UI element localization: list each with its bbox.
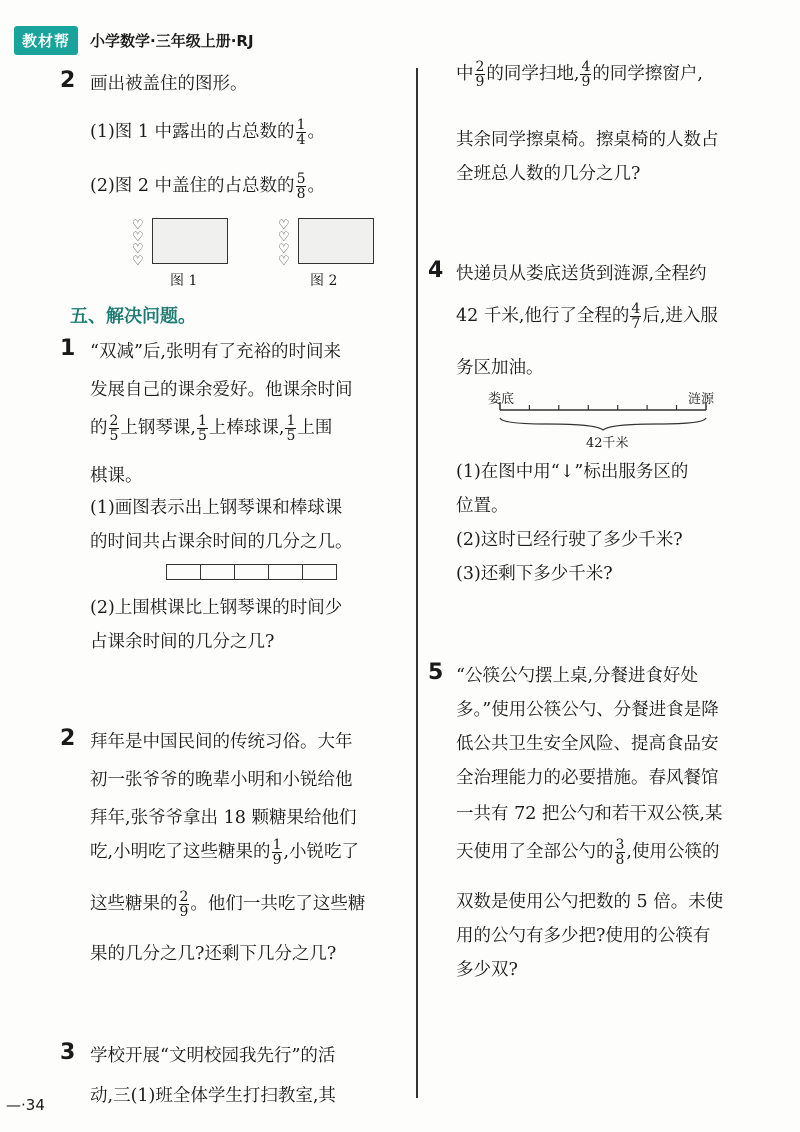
end-label: 涟源 <box>688 392 715 407</box>
brand-logo: 教材帮 <box>14 26 78 55</box>
question-number: 1 <box>60 336 76 361</box>
route-diagram <box>488 388 728 452</box>
question-number: 2 <box>60 726 76 751</box>
question-text: 初一张爷爷的晚辈小明和小锐给他 <box>90 770 353 790</box>
figure-label: 图 1 <box>170 273 198 289</box>
question-text: 吃,小明吃了这些糖果的 $\frac{1}{9}$ ,小锐吃了 <box>90 837 360 868</box>
question-text: 画出被盖住的图形。 <box>90 74 248 94</box>
question-text: 多少双? <box>456 960 518 980</box>
sub-question: (1)画图表示出上钢琴课和棒球课 <box>90 498 343 518</box>
book-title: 小学数学·三年级上册·RJ <box>90 32 254 50</box>
fraction: $\frac{1}{4}$ <box>296 117 306 148</box>
fraction: $\frac{5}{8}$ <box>296 171 306 202</box>
segment-bar <box>166 564 337 580</box>
question-text: 的 $\frac{2}{5}$ 上钢琴课, $\frac{1}{5}$ 上棒球课, $\frac{1}{5}$ 上围 <box>90 413 333 444</box>
sub-question: (1)在图中用“↓”标出服务区的 <box>456 462 689 482</box>
heart-icons: ♡ ♡ ♡ ♡ <box>132 218 144 269</box>
question-text: 这些糖果的 $\frac{2}{9}$ 。他们一共吃了这些糖 <box>90 889 366 920</box>
sub-question: (2)图 2 中盖住的占总数的 $\frac{5}{8}$ 。 <box>90 171 325 202</box>
heart-icons: ♡ ♡ ♡ ♡ <box>278 218 290 269</box>
distance-label: 42千米 <box>586 436 629 451</box>
covering-rectangle <box>298 218 374 264</box>
question-text: 低公共卫生安全风险、提高食品安 <box>456 734 719 754</box>
question-text: 拜年是中国民间的传统习俗。大年 <box>90 732 353 752</box>
question-number: 5 <box>428 660 444 685</box>
question-text: 中 $\frac{2}{9}$ 的同学扫地, $\frac{4}{9}$ 的同学擦窗户, <box>456 59 703 90</box>
sub-question: 位置。 <box>456 496 509 516</box>
sub-question: (1)图 1 中露出的占总数的 $\frac{1}{4}$ 。 <box>90 117 325 148</box>
question-text: 全班总人数的几分之几? <box>456 164 641 184</box>
question-text: 双数是使用公勺把数的 5 倍。未使 <box>456 892 724 912</box>
sub-question: (3)还剩下多少千米? <box>456 564 613 584</box>
question-text: 一共有 72 把公勺和若干双公筷,某 <box>456 804 723 824</box>
question-text: 发展自己的课余爱好。他课余时间 <box>90 380 353 400</box>
question-number: 2 <box>60 68 76 93</box>
figure-label: 图 2 <box>310 273 338 289</box>
question-text: 天使用了全部公勺的 $\frac{3}{8}$ ,使用公筷的 <box>456 837 720 868</box>
sub-question: (2)上围棋课比上钢琴课的时间少 <box>90 598 343 618</box>
column-divider <box>416 68 418 1098</box>
question-text: 学校开展“文明校园我先行”的活 <box>90 1046 336 1066</box>
question-text: 快递员从娄底送货到涟源,全程约 <box>456 264 707 284</box>
sub-question: 占课余时间的几分之几? <box>90 632 275 652</box>
question-text: 多。”使用公筷公勺、分餐进食是降 <box>456 700 719 720</box>
sub-question: 的时间共占课余时间的几分之几。 <box>90 532 353 552</box>
sub-question: (2)这时已经行驶了多少千米? <box>456 530 683 550</box>
question-text: 棋课。 <box>90 466 143 486</box>
start-label: 娄底 <box>488 392 515 407</box>
question-text: 动,三(1)班全体学生打扫教室,其 <box>90 1086 336 1106</box>
question-text: “双减”后,张明有了充裕的时间来 <box>90 342 341 362</box>
page-number: —·34 <box>6 1096 45 1114</box>
question-text: 拜年,张爷爷拿出 18 颗糖果给他们 <box>90 808 357 828</box>
question-number: 3 <box>60 1040 76 1065</box>
question-text: 务区加油。 <box>456 358 544 378</box>
question-number: 4 <box>428 258 444 283</box>
page-header <box>14 26 254 55</box>
covering-rectangle <box>152 218 228 264</box>
section-title: 五、解决问题。 <box>70 306 196 327</box>
question-text: 全治理能力的必要措施。春风餐馆 <box>456 768 719 788</box>
question-text: “公筷公勺摆上桌,分餐进食好处 <box>456 666 699 686</box>
question-text: 用的公勺有多少把?使用的公筷有 <box>456 926 711 946</box>
question-text: 42 千米,他行了全程的 $\frac{4}{7}$ 后,进入服 <box>456 301 718 332</box>
question-text: 其余同学擦桌椅。擦桌椅的人数占 <box>456 130 719 150</box>
question-text: 果的几分之几?还剩下几分之几? <box>90 944 337 964</box>
